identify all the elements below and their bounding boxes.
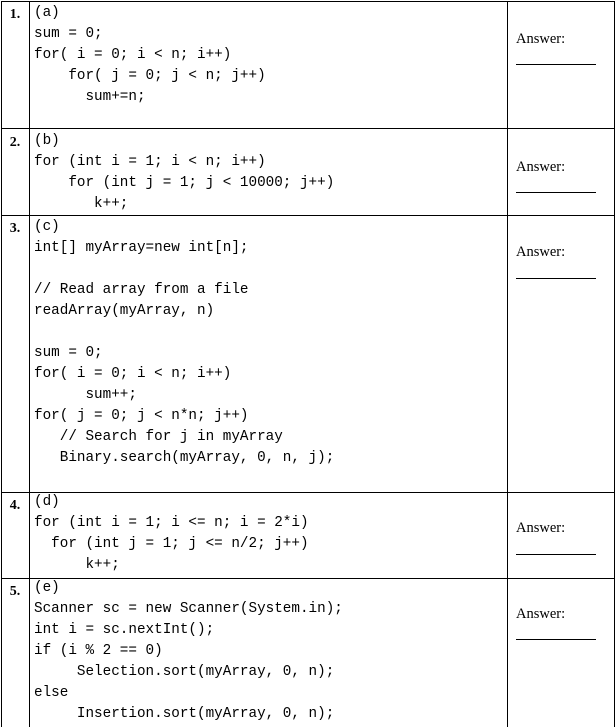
code-label: (c) <box>34 219 60 235</box>
code-line: for( j = 0; j < n; j++) <box>34 68 266 84</box>
row-divider <box>1 578 615 579</box>
code-line: Binary.search(myArray, 0, n, j); <box>34 450 335 466</box>
table-border-top <box>1 1 615 2</box>
code-line: for( i = 0; i < n; i++) <box>34 47 232 63</box>
code-line: // Read array from a file <box>34 282 249 298</box>
column-divider <box>29 1 30 727</box>
code-line: sum++; <box>34 387 137 403</box>
answer-label: Answer: <box>516 606 566 622</box>
code-label: (d) <box>34 494 60 510</box>
code-line: for (int j = 1; j < 10000; j++) <box>34 175 335 191</box>
row-number: 2. <box>9 135 21 150</box>
code-line: for( j = 0; j < n*n; j++) <box>34 408 249 424</box>
code-line: // Search for j in myArray <box>34 429 283 445</box>
code-line: sum = 0; <box>34 345 103 361</box>
code-line: k++; <box>34 196 129 212</box>
row-number: 3. <box>9 221 21 236</box>
row-divider <box>1 128 615 129</box>
answer-label: Answer: <box>516 520 566 536</box>
row-number: 4. <box>9 498 21 513</box>
code-line: for( i = 0; i < n; i++) <box>34 366 232 382</box>
row-number: 5. <box>9 584 21 599</box>
row-divider <box>1 492 615 493</box>
code-line: k++; <box>34 557 120 573</box>
code-line: for (int j = 1; j <= n/2; j++) <box>34 536 309 552</box>
row-divider <box>1 215 615 216</box>
answer-blank[interactable] <box>516 192 596 193</box>
code-line: Insertion.sort(myArray, 0, n); <box>34 706 335 722</box>
code-label: (e) <box>34 580 60 596</box>
answer-blank[interactable] <box>516 278 596 279</box>
answer-blank[interactable] <box>516 639 596 640</box>
code-line: int i = sc.nextInt(); <box>34 622 215 638</box>
code-line: for (int i = 1; i <= n; i = 2*i) <box>34 515 309 531</box>
code-line: sum = 0; <box>34 26 103 42</box>
code-line: for (int i = 1; i < n; i++) <box>34 154 266 170</box>
answer-label: Answer: <box>516 244 566 260</box>
code-line: Selection.sort(myArray, 0, n); <box>34 664 335 680</box>
code-line: Scanner sc = new Scanner(System.in); <box>34 601 343 617</box>
table-border-right <box>614 1 615 727</box>
table-border-left <box>1 1 2 727</box>
code-label: (a) <box>34 5 60 21</box>
code-line: if (i % 2 == 0) <box>34 643 163 659</box>
code-line: readArray(myArray, n) <box>34 303 215 319</box>
answer-blank[interactable] <box>516 554 596 555</box>
answer-blank[interactable] <box>516 64 596 65</box>
code-line: sum+=n; <box>34 89 146 105</box>
column-divider <box>507 1 508 727</box>
answer-label: Answer: <box>516 159 566 175</box>
row-number: 1. <box>9 7 21 22</box>
answer-label: Answer: <box>516 31 566 47</box>
code-line: else <box>34 685 69 701</box>
code-line: int[] myArray=new int[n]; <box>34 240 249 256</box>
code-label: (b) <box>34 133 60 149</box>
